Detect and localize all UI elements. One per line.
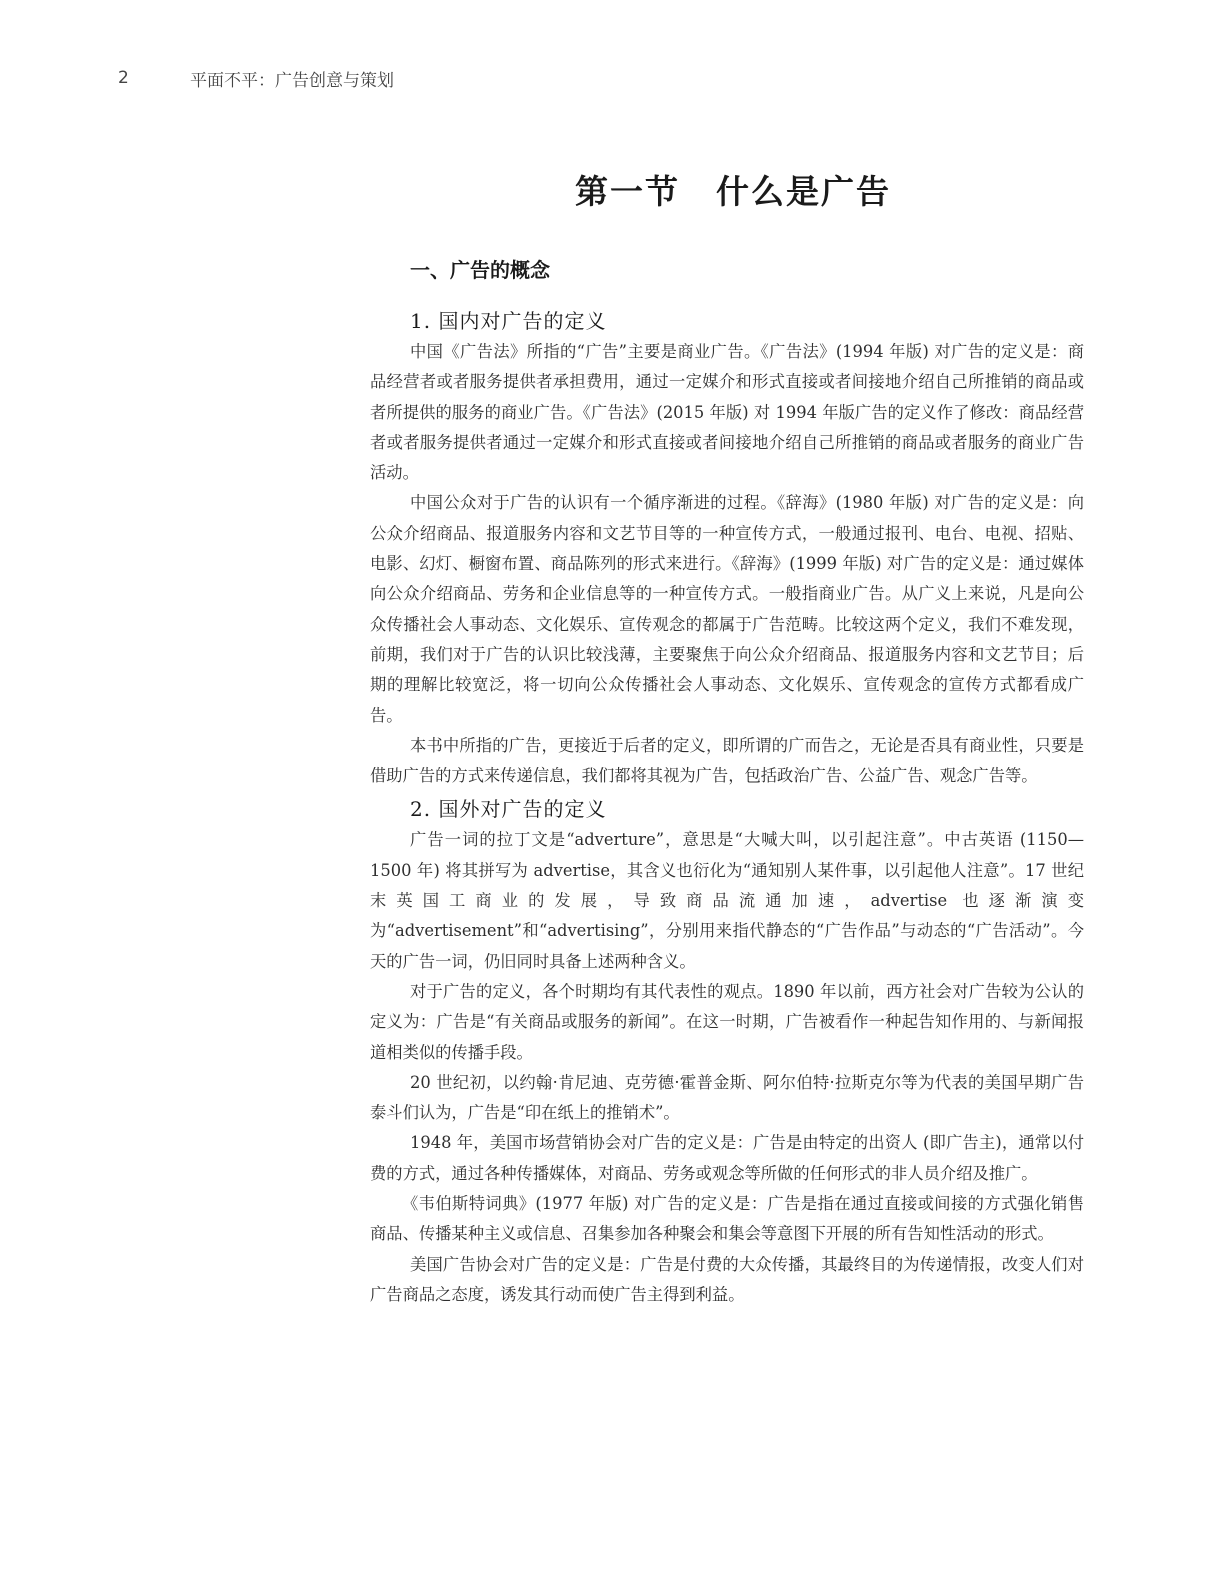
subheading-foreign-definition: 2. 国外对广告的定义 — [410, 797, 607, 822]
paragraph: 对于广告的定义，各个时期均有其代表性的观点。1890 年以前，西方社会对广告较为公认的定义为：广告是“有关商品或服务的新闻”。在这一时期，广告被看作一种起告知作用的、与新闻报道相类似的传播手段。 — [370, 981, 1084, 1062]
paragraph: 广告一词的拉丁文是“adverture”，意思是“大喊大叫，以引起注意”。中古英语 (1150—1500 年) 将其拼写为 advertise，其含义也衍化为“通知别人某件事，以引起他人注意”。17 世纪末英国工商业的发展，导致商品流通加速，advertise 也逐渐演变为“advertisement”和“advertising”，分别用来指代静态的“广告作品”与动态的“广告活动”。今天的广告一词，仍旧同时具备上述两种含义。 — [370, 830, 1084, 971]
section-name: 什么是广告 — [716, 172, 891, 211]
section-title — [575, 166, 905, 213]
paragraph: 美国广告协会对广告的定义是：广告是付费的大众传播，其最终目的为传递情报，改变人们对广告商品之态度，诱发其行动而使广告主得到利益。 — [370, 1254, 1084, 1304]
heading-ad-concept: 一、广告的概念 — [410, 258, 550, 282]
paragraph: 本书中所指的广告，更接近于后者的定义，即所谓的广而告之，无论是否具有商业性，只要是借助广告的方式来传递信息，我们都将其视为广告，包括政治广告、公益广告、观念广告等。 — [370, 735, 1084, 786]
paragraph: 20 世纪初，以约翰·肯尼迪、克劳德·霍普金斯、阿尔伯特·拉斯克尔等为代表的美国早期广告泰斗们认为，广告是“印在纸上的推销术”。 — [370, 1072, 1084, 1123]
body-content — [370, 305, 1084, 1310]
running-head — [118, 64, 394, 92]
paragraph: 《韦伯斯特词典》(1977 年版) 对广告的定义是：广告是指在通过直接或间接的方式强化销售商品、传播某种主义或信息、召集参加各种聚会和集会等意图下开展的所有告知性活动的形式。 — [370, 1194, 1084, 1244]
paragraph: 中国《广告法》所指的“广告”主要是商业广告。《广告法》(1994 年版) 对广告的定义是：商品经营者或者服务提供者承担费用，通过一定媒介和形式直接或者间接地介绍自己所推销的商品或者所提供的服务的商业广告。《广告法》(2015 年版) 对 1994 年版广告的定义作了修改：商品经营者或者服务提供者通过一定媒介和形式直接或者间接地介绍自己所推销的商品或者服务的商业广告活动。 — [370, 342, 1084, 483]
paragraph: 中国公众对于广告的认识有一个循序渐进的过程。《辞海》(1980 年版) 对广告的定义是：向公众介绍商品、报道服务内容和文艺节目等的一种宣传方式，一般通过报刊、电台、电视、招贴、电影、幻灯、橱窗布置、商品陈列的形式来进行。《辞海》(1999 年版) 对广告的定义是：通过媒体向公众介绍商品、劳务和企业信息等的一种宣传方式。一般指商业广告。从广义上来说，凡是向公众传播社会人事动态、文化娱乐、宣传观念的都属于广告范畴。比较这两个定义，我们不难发现，前期，我们对于广告的认识比较浅薄，主要聚焦于向公众介绍商品、报道服务内容和文艺节目；后期的理解比较宽泛，将一切向公众传播社会人事动态、文化娱乐、宣传观念的宣传方式都看成广告。 — [370, 493, 1084, 725]
section-number: 第一节 — [575, 172, 680, 211]
page-number: 2 — [118, 68, 129, 88]
paragraph: 1948 年，美国市场营销协会对广告的定义是：广告是由特定的出资人 (即广告主)，通常以付费的方式，通过各种传播媒体，对商品、劳务或观念等所做的任何形式的非人员介绍及推广。 — [370, 1133, 1084, 1183]
subheading-domestic-definition: 1. 国内对广告的定义 — [410, 309, 607, 333]
book-title: 平面不平：广告创意与策划 — [190, 70, 394, 91]
